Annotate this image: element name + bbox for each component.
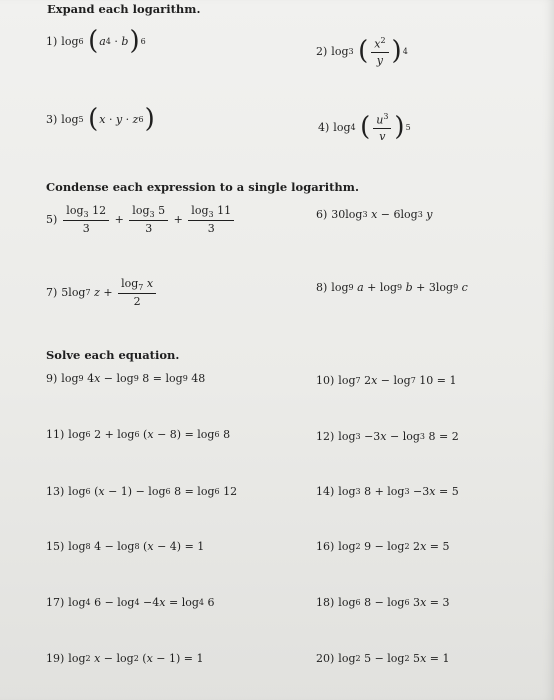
problem-20: 20) log 2 5 − log 2 5 x = 1 — [316, 652, 450, 665]
problem-8: 8) log 9 a + log 9 b + 3log 9 c — [316, 281, 468, 294]
problem-13: 13) log 6 ( x − 1) − log 6 8 = log 6 12 — [46, 485, 238, 498]
section-heading-expand: Expand each logarithm. — [47, 2, 201, 16]
problem-18: 18) log 6 8 − log 6 3 x = 3 — [316, 596, 450, 609]
problem-1: 1) log 6 ( a 4 · b ) 6 — [46, 26, 146, 56]
section-heading-condense: Condense each expression to a single logarithm. — [46, 180, 359, 194]
problem-12: 12) log 3 −3 x − log 3 8 = 2 — [316, 430, 459, 443]
problem-3: 3) log 5 ( x · y · z 6 ) — [46, 104, 155, 134]
problem-4: 4) log 4 ( $\frac{u^3}{v}$ ) 5 — [318, 112, 411, 143]
problem-10: 10) log 7 2 x − log 7 10 = 1 — [316, 374, 457, 387]
problem-15: 15) log 8 4 − log 8 ( x − 4) = 1 — [46, 540, 205, 553]
problem-5: 5) $\frac{\log_3 12}{3}$ + $\frac{\log_3 5}{3}$ + $\frac{\log_3 11}{3}$ — [46, 204, 236, 235]
problem-17: 17) log 4 6 − log 4 −4 x = log 4 6 — [46, 596, 215, 609]
problem-2: 2) log 3 ( $\frac{x^2}{y}$ ) 4 — [316, 36, 408, 67]
problem-6: 6) 30log 3 x − 6log 3 y — [316, 208, 433, 221]
section-heading-solve: Solve each equation. — [46, 348, 180, 362]
problem-16: 16) log 2 9 − log 2 2 x = 5 — [316, 540, 450, 553]
problem-9: 9) log 9 4 x − log 9 8 = log 9 48 — [46, 372, 206, 385]
problem-11: 11) log 6 2 + log 6 ( x − 8) = log 6 8 — [46, 428, 231, 441]
problem-14: 14) log 3 8 + log 3 −3 x = 5 — [316, 485, 459, 498]
problem-7: 7) 5log 7 z + $\frac{\log_7 x}{2}$ — [46, 277, 158, 308]
problem-19: 19) log 2 x − log 2 ( x − 1) = 1 — [46, 652, 204, 665]
